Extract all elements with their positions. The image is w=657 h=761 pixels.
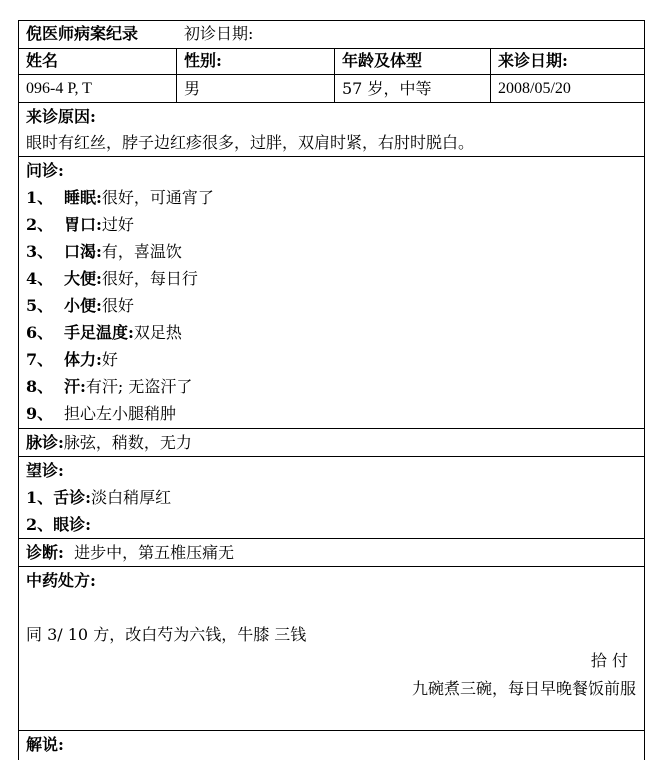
inquiry-label: 问诊:: [26, 161, 64, 180]
age-header-cell: [335, 49, 491, 74]
prescription-dose: 拾 付: [590, 651, 628, 670]
age-value-cell: [335, 75, 491, 102]
title-row: [19, 21, 644, 49]
age-header: 年龄及体型: [342, 51, 423, 70]
visit-date-header: 来诊日期:: [498, 51, 568, 70]
medical-record-form: [18, 20, 645, 760]
explanation-section: [19, 731, 644, 761]
visit-date: 2008/05/20: [498, 80, 571, 97]
sex-header-cell: [177, 49, 335, 74]
inquiry-item: 4、 大便:很好，每日行: [26, 269, 198, 288]
inquiry-item: 5、 小便:很好: [26, 296, 134, 315]
inquiry-item: 9、 担心左小腿稍肿: [26, 404, 177, 423]
observation-item: 1、舌诊:淡白稍厚红: [26, 488, 172, 507]
inquiry-item: 1、 睡眠:很好，可通宵了: [26, 188, 214, 207]
diagnosis-section: [19, 539, 644, 567]
name-value-cell: [19, 75, 177, 102]
patient-sex: 男: [184, 79, 201, 98]
patient-id: 096-4 P, T: [26, 80, 92, 97]
record-title: 倪医师病案纪录: [26, 24, 139, 43]
inquiry-item: 3、 口渴:有，喜温饮: [26, 242, 182, 261]
prescription-label: 中药处方:: [26, 571, 96, 590]
visit-date-value-cell: [491, 75, 644, 102]
sex-header: 性别:: [184, 51, 222, 70]
name-header-cell: [19, 49, 177, 74]
pulse-section: [19, 429, 644, 457]
diagnosis-line: 诊断: 进步中，第五椎压痛无: [26, 543, 235, 562]
inquiry-item: 6、 手足温度:双足热: [26, 323, 182, 342]
reason-section: [19, 103, 644, 157]
explanation-label: 解说:: [26, 735, 64, 754]
observation-item: 2、眼诊:: [26, 515, 92, 534]
inquiry-item: 2、 胃口:过好: [26, 215, 134, 234]
info-header-row: [19, 49, 644, 75]
inquiry-item: 8、 汗:有汗; 无盗汗了: [26, 377, 193, 396]
sex-value-cell: [177, 75, 335, 102]
pulse-line: 脉诊:脉弦，稍数，无力: [26, 433, 192, 452]
inquiry-item: 7、 体力:好: [26, 350, 118, 369]
reason-label: 来诊原因:: [26, 107, 96, 126]
first-visit-label: 初诊日期:: [184, 24, 254, 43]
patient-age: 57 岁，中等: [342, 79, 432, 98]
prescription-section: [19, 567, 644, 731]
observation-label: 望诊:: [26, 461, 64, 480]
name-header: 姓名: [26, 51, 59, 70]
reason-text: 眼时有红丝，脖子边红疹很多，过胖，双肩时紧，右肘时脱白。: [26, 133, 475, 152]
observation-section: [19, 457, 644, 539]
prescription-text: 同 3/ 10 方，改白芍为六钱，牛膝 三钱: [26, 625, 307, 644]
info-values-row: [19, 75, 644, 103]
inquiry-section: [19, 157, 644, 429]
visit-date-header-cell: [491, 49, 644, 74]
prescription-instruction: 九碗煮三碗，每日早晚餐饭前服: [411, 679, 636, 698]
